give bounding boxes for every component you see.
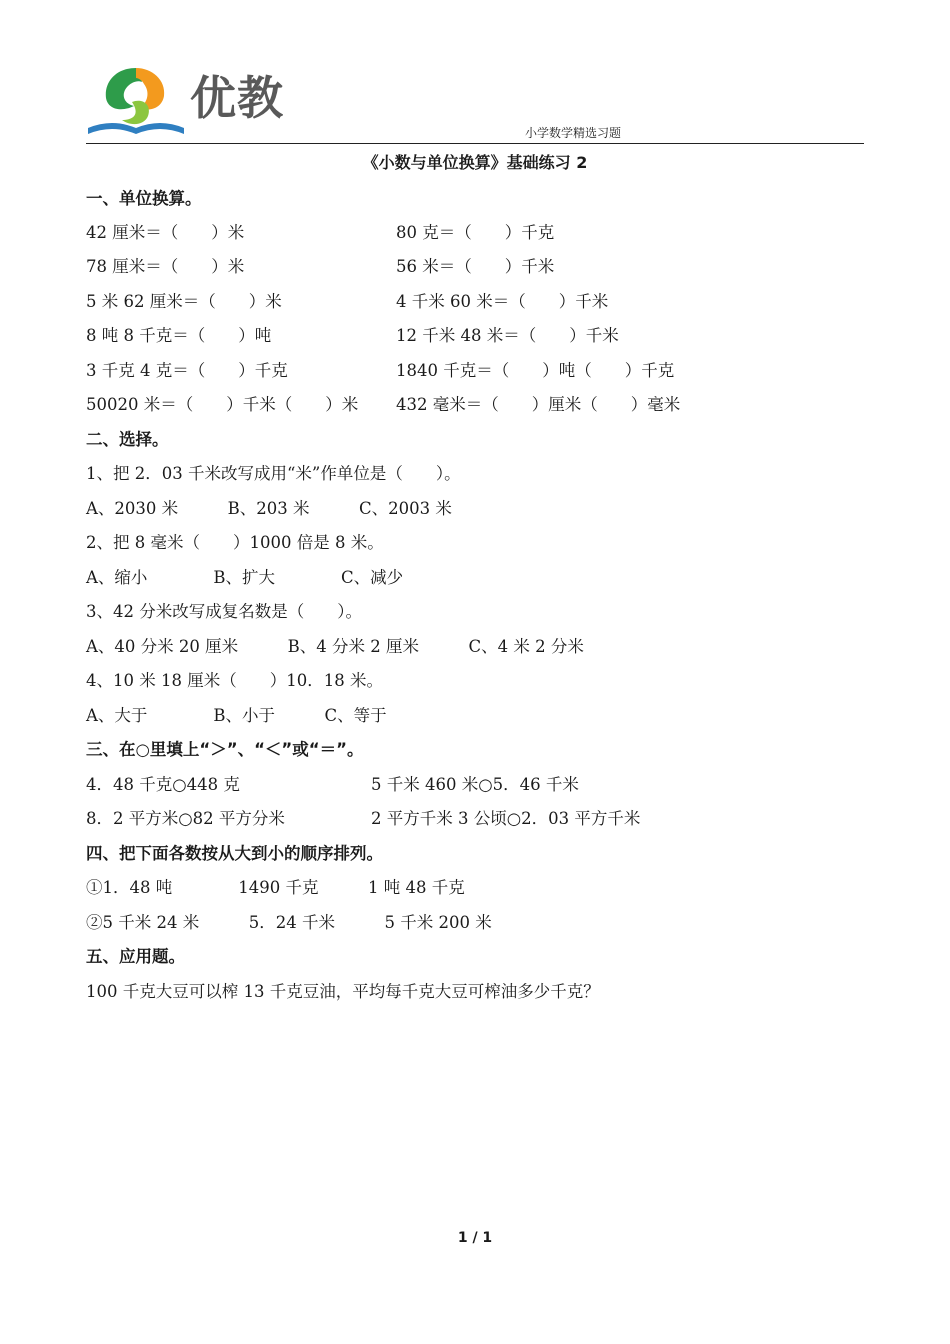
list-item [86,290,609,314]
conversion-item: 3 千克 4 克＝（ ）千克 [86,361,288,380]
section1-heading: 一、单位换算。 [86,189,202,208]
compare-item: 8．2 平方米○82 平方分米 [86,809,285,828]
header-divider [86,143,864,144]
question-1: 1、把 2．03 千米改写成用“米”作单位是（ ）。 [86,464,461,483]
conversion-item: 432 毫米＝（ ）厘米（ ）毫米 [396,395,681,414]
list-item [86,359,675,383]
question-3-options: A、40 分米 20 厘米 B、4 分米 2 厘米 C、4 米 2 分米 [86,637,584,656]
header-subtitle: 小学数学精选习题 [525,126,622,140]
conversion-item: 78 厘米＝（ ）米 [86,257,245,276]
page-number: 1 / 1 [457,1230,493,1246]
list-item [86,807,641,831]
logo-text: 优教 [190,71,284,125]
list-item [86,773,579,797]
conversion-item: 5 米 62 厘米＝（ ）米 [86,292,282,311]
page-title: 《小数与单位换算》基础练习 2 [362,153,588,172]
section3-heading: 三、在○里填上“＞”、“＜”或“＝”。 [86,740,364,759]
conversion-item: 50020 米＝（ ）千米（ ）米 [86,395,359,414]
list-item [86,255,555,279]
question-4-options: A、大于 B、小于 C、等于 [86,706,387,725]
conversion-item: 80 克＝（ ）千克 [396,223,555,242]
list-item [86,393,681,417]
question-2: 2、把 8 毫米（ ）1000 倍是 8 米。 [86,533,384,552]
conversion-item: 42 厘米＝（ ）米 [86,223,245,242]
section5-heading: 五、应用题。 [86,947,185,966]
question-2-options: A、缩小 B、扩大 C、减少 [86,568,404,587]
logo [86,62,296,138]
section4-heading: 四、把下面各数按从大到小的顺序排列。 [86,844,383,863]
word-problem: 100 千克大豆可以榨 13 千克豆油，平均每千克大豆可榨油多少千克？ [86,982,600,1001]
logo-emblem-icon [86,62,186,138]
conversion-item: 12 千米 48 米＝（ ）千米 [396,326,619,345]
compare-item: 4．48 千克○448 克 [86,775,240,794]
order-item-2: ②5 千米 24 米 5．24 千米 5 千米 200 米 [86,913,492,932]
conversion-item: 8 吨 8 千克＝（ ）吨 [86,326,272,345]
question-4: 4、10 米 18 厘米（ ）10．18 米。 [86,671,383,690]
section2-heading: 二、选择。 [86,430,169,449]
compare-item: 2 平方千米 3 公顷○2．03 平方千米 [371,809,641,828]
compare-item: 5 千米 460 米○5．46 千米 [371,775,579,794]
question-1-options: A、2030 米 B、203 米 C、2003 米 [86,499,452,518]
conversion-item: 4 千米 60 米＝（ ）千米 [396,292,609,311]
question-3: 3、42 分米改写成复名数是（ ）。 [86,602,362,621]
list-item [86,324,619,348]
order-item-1: ①1．48 吨 1490 千克 1 吨 48 千克 [86,878,465,897]
conversion-item: 1840 千克＝（ ）吨（ ）千克 [396,361,675,380]
list-item [86,221,555,245]
conversion-item: 56 米＝（ ）千米 [396,257,555,276]
